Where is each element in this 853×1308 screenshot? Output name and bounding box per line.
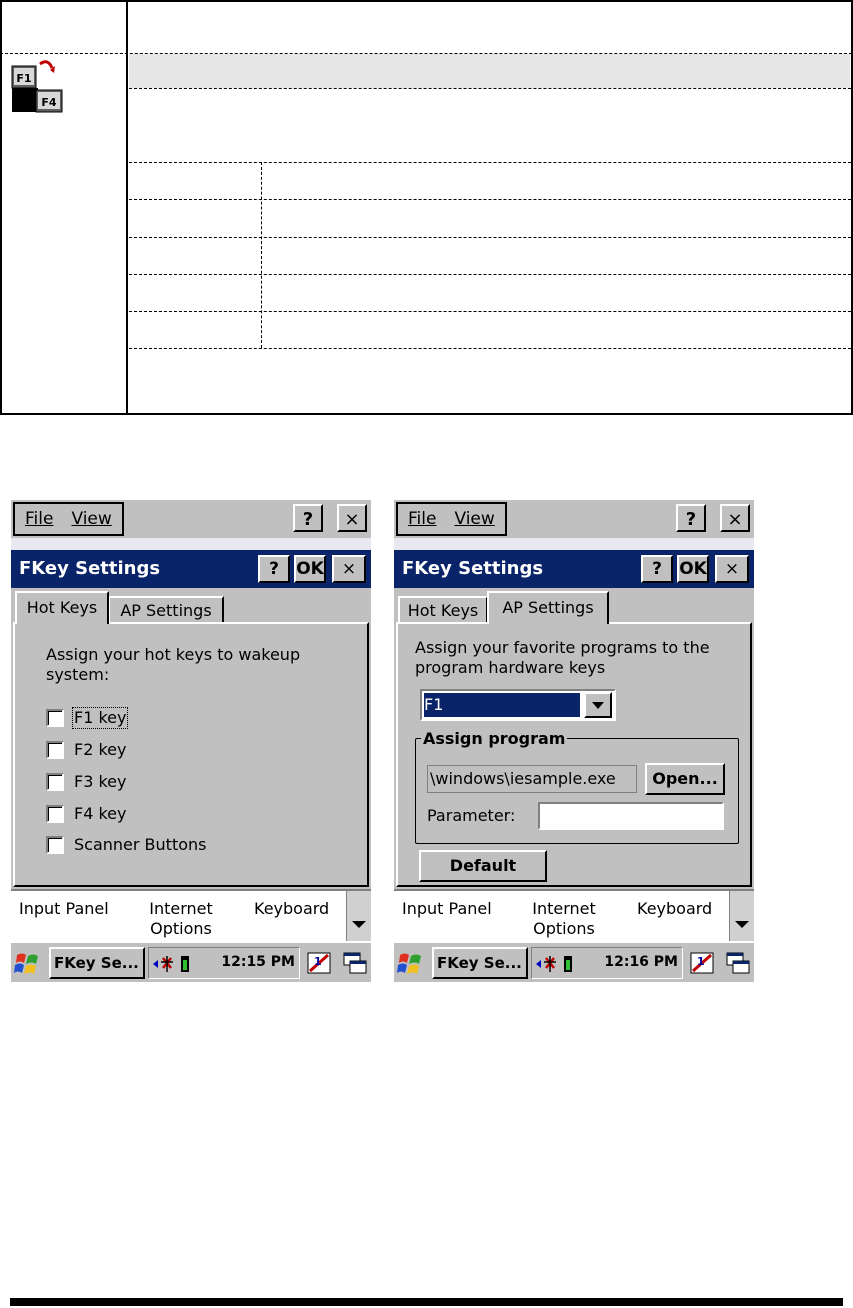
checkbox-f1-label: F1 key — [74, 708, 127, 727]
sip-internet-options[interactable]: Internet Options — [532, 899, 596, 938]
sip-keyboard[interactable]: Keyboard — [637, 899, 713, 918]
parameter-label: Parameter: — [427, 806, 516, 825]
window-switch-icon[interactable] — [723, 947, 753, 979]
checkbox-f2[interactable] — [46, 741, 64, 759]
open-button[interactable]: Open... — [645, 763, 725, 795]
help-button[interactable]: ? — [293, 504, 323, 532]
help-button[interactable]: ? — [676, 504, 706, 532]
windows-start-icon[interactable] — [14, 951, 42, 977]
ap-instruction: Assign your favorite programs to the program hardware keys — [415, 638, 710, 677]
screenshot-ap-settings — [394, 500, 754, 982]
table-header-band — [129, 54, 850, 88]
checkbox-scanner-label: Scanner Buttons — [74, 835, 207, 854]
window-switch-icon[interactable] — [340, 947, 370, 979]
fkey-icon — [10, 58, 66, 114]
sip-scroll-down[interactable] — [346, 891, 371, 941]
dialog-titlebar — [394, 550, 754, 588]
sip-keyboard[interactable]: Keyboard — [254, 899, 330, 918]
svg-text:1: 1 — [697, 955, 705, 968]
checkbox-f3[interactable] — [46, 773, 64, 791]
table-column-divider — [126, 0, 128, 415]
taskbar-fkey-settings[interactable]: FKey Se... — [49, 947, 145, 979]
sip-input-panel[interactable]: Input Panel — [19, 899, 109, 918]
row-divider — [129, 311, 851, 312]
keyboard-toggle-icon[interactable] — [302, 947, 336, 979]
checkbox-scanner[interactable] — [46, 836, 64, 854]
assign-program-label: Assign program — [423, 729, 566, 748]
menu-group — [13, 502, 124, 536]
sip-scroll-down[interactable] — [729, 891, 754, 941]
parameter-input[interactable] — [538, 802, 724, 830]
desktop-strip — [394, 538, 754, 550]
taskbar — [11, 941, 371, 982]
tray-icons — [153, 954, 201, 974]
input-panel-bar — [394, 889, 754, 941]
checkbox-f2-label: F2 key — [74, 740, 127, 759]
screenshot-hot-keys — [11, 500, 371, 982]
menu-bar — [11, 500, 371, 540]
tab-hot-keys[interactable]: Hot Keys — [398, 596, 488, 624]
menu-file[interactable]: File — [25, 509, 54, 529]
document-table — [0, 0, 853, 415]
system-tray — [148, 947, 300, 979]
checkbox-f3-label: F3 key — [74, 772, 127, 791]
ok-button[interactable]: OK — [294, 555, 326, 583]
help-button[interactable]: ? — [641, 555, 673, 583]
menu-group — [396, 502, 507, 536]
keyboard-toggle-icon[interactable] — [685, 947, 719, 979]
ok-button[interactable]: OK — [677, 555, 709, 583]
clock: 12:16 PM — [604, 954, 678, 970]
menu-view[interactable]: View — [454, 509, 495, 529]
tab-ap-settings[interactable]: AP Settings — [487, 591, 609, 624]
row-divider — [0, 53, 852, 54]
dialog-title: FKey Settings — [402, 558, 544, 579]
sip-internet-options[interactable]: Internet Options — [149, 899, 213, 938]
row-divider — [129, 88, 851, 89]
close-button[interactable]: × — [715, 555, 749, 583]
system-tray — [531, 947, 683, 979]
help-button[interactable]: ? — [258, 555, 290, 583]
svg-text:1: 1 — [314, 955, 322, 968]
icon-f4-label: F4 — [41, 96, 57, 109]
close-button[interactable]: × — [337, 504, 367, 532]
menu-bar — [394, 500, 754, 540]
chevron-down-icon[interactable] — [584, 692, 612, 718]
page-footer-rule — [10, 1298, 843, 1306]
sip-input-panel[interactable]: Input Panel — [402, 899, 492, 918]
default-button[interactable]: Default — [419, 850, 547, 882]
hotkeys-instruction: Assign your hot keys to wakeup system: — [46, 645, 301, 684]
row-divider — [129, 162, 851, 163]
menu-file[interactable]: File — [408, 509, 437, 529]
row-divider — [129, 274, 851, 275]
taskbar — [394, 941, 754, 982]
tab-ap-settings[interactable]: AP Settings — [108, 596, 224, 624]
tab-hot-keys[interactable]: Hot Keys — [15, 591, 109, 624]
menu-view[interactable]: View — [71, 509, 112, 529]
subtable-column-divider — [261, 162, 262, 348]
desktop-strip — [11, 538, 371, 550]
icon-f1-label: F1 — [16, 72, 32, 85]
windows-start-icon[interactable] — [397, 951, 425, 977]
clock: 12:15 PM — [221, 954, 295, 970]
key-select[interactable] — [420, 689, 616, 721]
checkbox-f4-label: F4 key — [74, 804, 127, 823]
table-border-left — [0, 0, 2, 415]
dialog-titlebar — [11, 550, 371, 588]
close-button[interactable]: × — [332, 555, 366, 583]
row-divider — [129, 237, 851, 238]
dialog-title: FKey Settings — [19, 558, 161, 579]
row-divider — [129, 348, 851, 349]
key-select-value: F1 — [424, 693, 580, 717]
taskbar-fkey-settings[interactable]: FKey Se... — [432, 947, 528, 979]
input-panel-bar — [11, 889, 371, 941]
program-path-field: \windows\iesample.exe — [427, 765, 637, 793]
tray-icons — [536, 954, 584, 974]
row-divider — [129, 199, 851, 200]
close-button[interactable]: × — [720, 504, 750, 532]
checkbox-f1[interactable] — [46, 709, 64, 727]
checkbox-f4[interactable] — [46, 805, 64, 823]
